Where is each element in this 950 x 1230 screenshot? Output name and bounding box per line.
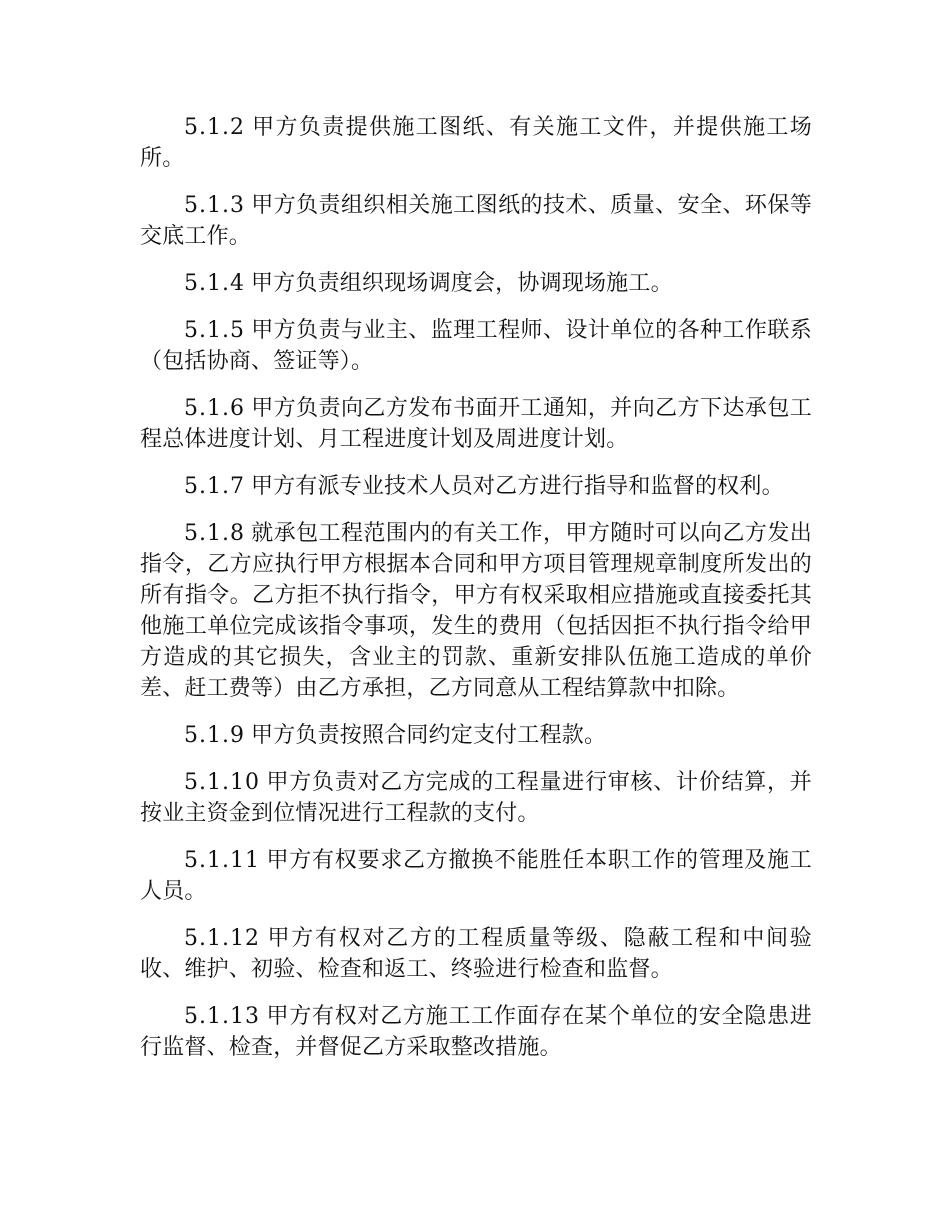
clause-text: 甲方负责按照合同约定支付工程款。 bbox=[250, 723, 607, 748]
clause-5-1-9 bbox=[140, 720, 812, 751]
clause-text: 甲方负责组织相关施工图纸的技术、质量、安全、环保等交底工作。 bbox=[140, 193, 812, 249]
clause-number: 5.1.4 bbox=[184, 271, 245, 296]
clause-5-1-13 bbox=[140, 1001, 812, 1063]
clause-5-1-3 bbox=[140, 190, 812, 252]
clause-number: 5.1.3 bbox=[184, 193, 245, 218]
clause-number: 5.1.8 bbox=[184, 521, 245, 546]
clause-number: 5.1.9 bbox=[184, 723, 245, 748]
clause-5-1-6 bbox=[140, 393, 812, 455]
clause-text: 就承包工程范围内的有关工作，甲方随时可以向乙方发出指令，乙方应执行甲方根据本合同和甲方项目管理规章制度所发出的所有指令。乙方拒不执行指令，甲方有权采取相应措施或直接委托其他施工单位完成该指令事项，发生的费用（包括因拒不执行指令给甲方造成的其它损失，含业主的罚款、重新安排队伍施工造成的单价差、赶工费等）由乙方承担，乙方同意从工程结算款中扣除。 bbox=[140, 521, 812, 701]
clause-5-1-4 bbox=[140, 268, 812, 299]
clause-number: 5.1.10 bbox=[184, 770, 260, 795]
clause-number: 5.1.5 bbox=[184, 318, 245, 343]
clause-text: 甲方有派专业技术人员对乙方进行指导和监督的权利。 bbox=[250, 474, 784, 499]
clause-text: 甲方负责对乙方完成的工程量进行审核、计价结算，并按业主资金到位情况进行工程款的支付。 bbox=[140, 770, 812, 826]
clause-text: 甲方有权要求乙方撤换不能胜任本职工作的管理及施工人员。 bbox=[140, 848, 812, 904]
clause-5-1-7 bbox=[140, 471, 812, 502]
clause-text: 甲方负责组织现场调度会，协调现场施工。 bbox=[250, 271, 673, 296]
clause-5-1-11 bbox=[140, 845, 812, 907]
clause-5-1-2 bbox=[140, 112, 812, 174]
clause-number: 5.1.13 bbox=[184, 1004, 260, 1029]
document-body bbox=[140, 112, 812, 1079]
clause-number: 5.1.12 bbox=[184, 926, 260, 951]
clause-text: 甲方有权对乙方施工工作面存在某个单位的安全隐患进行监督、检查，并督促乙方采取整改措施。 bbox=[140, 1004, 812, 1060]
clause-5-1-12 bbox=[140, 923, 812, 985]
clause-number: 5.1.7 bbox=[184, 474, 245, 499]
clause-text: 甲方负责与业主、监理工程师、设计单位的各种工作联系（包括协商、签证等）。 bbox=[140, 318, 812, 374]
clause-number: 5.1.11 bbox=[184, 848, 260, 873]
clause-5-1-10 bbox=[140, 767, 812, 829]
clause-5-1-5 bbox=[140, 315, 812, 377]
clause-text: 甲方有权对乙方的工程质量等级、隐蔽工程和中间验收、维护、初验、检查和返工、终验进行检查和监督。 bbox=[140, 926, 812, 982]
clause-number: 5.1.6 bbox=[184, 396, 245, 421]
clause-text: 甲方负责向乙方发布书面开工通知，并向乙方下达承包工程总体进度计划、月工程进度计划及周进度计划。 bbox=[140, 396, 812, 452]
clause-number: 5.1.2 bbox=[184, 115, 245, 140]
clause-text: 甲方负责提供施工图纸、有关施工文件，并提供施工场所。 bbox=[140, 115, 812, 171]
clause-5-1-8 bbox=[140, 518, 812, 704]
